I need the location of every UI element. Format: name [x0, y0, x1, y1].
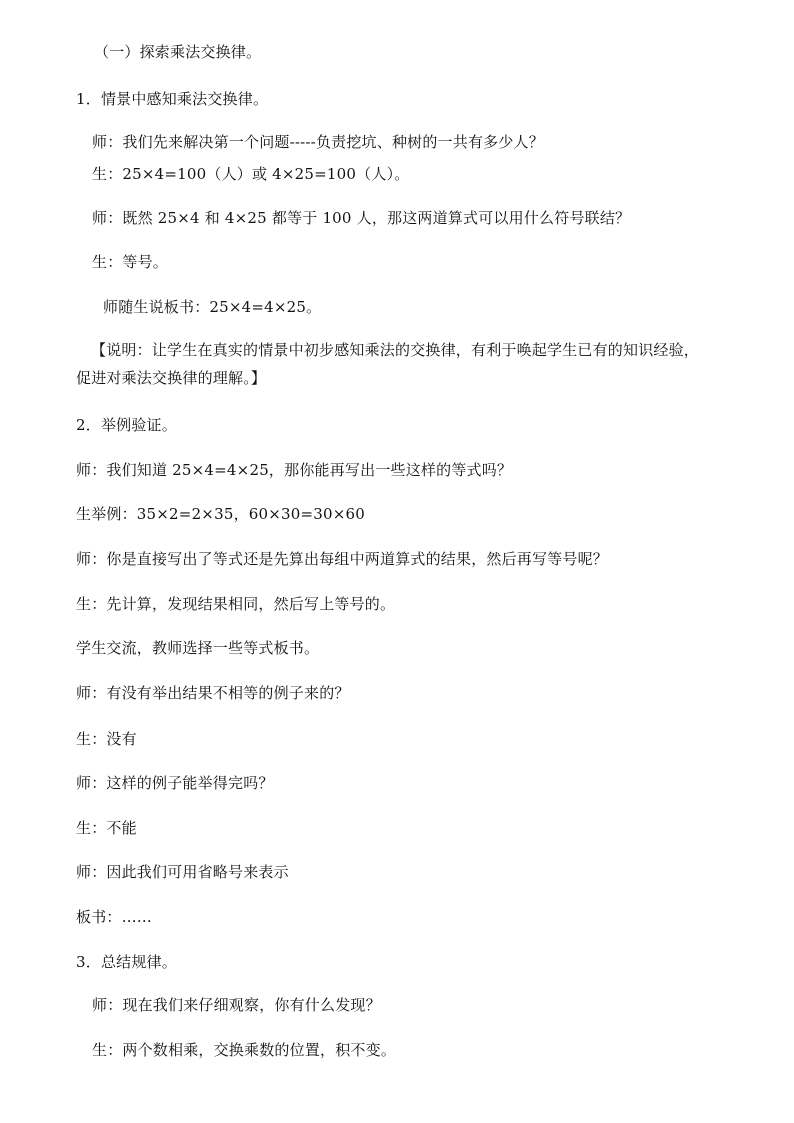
dialogue-line: 师：既然 25×4 和 4×25 都等于 100 人，那这两道算式可以用什么符号联结？	[92, 209, 631, 227]
subsection-heading-3: 3．总结规律。	[76, 953, 177, 971]
narration-line: 学生交流，教师选择一些等式板书。	[76, 639, 320, 657]
dialogue-line: 师：这样的例子能举得完吗？	[76, 774, 274, 792]
dialogue-line: 师：我们知道 25×4=4×25，那你能再写出一些这样的等式吗？	[76, 461, 513, 479]
dialogue-line: 师：因此我们可用省略号来表示	[76, 863, 289, 881]
board-writing-line: 板书：……	[76, 908, 153, 926]
dialogue-line: 生：不能	[76, 819, 137, 837]
subsection-heading-2: 2．举例验证。	[76, 416, 177, 434]
dialogue-line: 师：有没有举出结果不相等的例子来的？	[76, 684, 350, 702]
dialogue-line: 生：先计算，发现结果相同，然后写上等号的。	[76, 595, 396, 613]
dialogue-line: 师：现在我们来仔细观察，你有什么发现？	[92, 996, 381, 1014]
dialogue-line: 师：我们先来解决第一个问题-----负责挖坑、种树的一共有多少人？	[92, 133, 544, 151]
dialogue-line: 生：25×4=100（人）或 4×25=100（人）。	[92, 165, 410, 183]
board-writing-line: 师随生说板书：25×4=4×25。	[103, 298, 322, 316]
subsection-heading-1: 1．情景中感知乘法交换律。	[76, 90, 269, 108]
dialogue-line: 生：等号。	[92, 253, 169, 271]
dialogue-line: 师：你是直接写出了等式还是先算出每组中两道算式的结果，然后再写等号呢？	[76, 550, 609, 568]
dialogue-line: 生：两个数相乘，交换乘数的位置，积不变。	[92, 1041, 397, 1059]
dialogue-line: 生：没有	[76, 730, 137, 748]
note-line: 促进对乘法交换律的理解。】	[76, 369, 267, 387]
note-line: 【说明：让学生在真实的情景中初步感知乘法的交换律，有利于唤起学生已有的知识经验，	[91, 341, 700, 359]
section-heading: （一）探索乘法交换律。	[94, 43, 262, 61]
dialogue-line: 生举例：35×2=2×35，60×30=30×60	[76, 505, 366, 523]
